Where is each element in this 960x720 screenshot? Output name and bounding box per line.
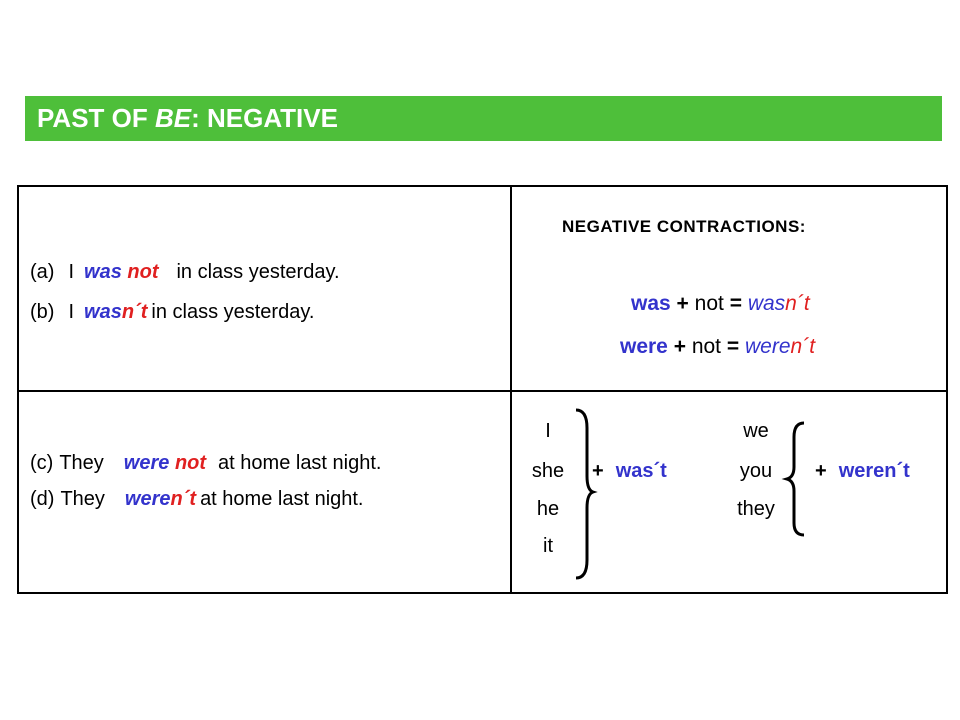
singular-form-group: + was´t	[592, 460, 667, 482]
title-prefix: PAST OF	[37, 103, 155, 133]
right-brace-icon	[786, 423, 806, 538]
title-suffix: : NEGATIVE	[191, 103, 338, 133]
pronoun-it: it	[543, 535, 553, 557]
pronoun-they: they	[737, 498, 775, 520]
example-d: (d) They weren´t at home last night.	[30, 488, 364, 510]
example-a: (a) I was not in class yesterday.	[30, 261, 340, 283]
pronoun-he: he	[536, 498, 560, 520]
pronoun-i: I	[545, 420, 551, 442]
example-b: (b) I wasn´t in class yesterday.	[30, 301, 315, 323]
contraction-was: was + not = wasn´t	[631, 292, 810, 315]
contractions-heading: NEGATIVE CONTRACTIONS:	[562, 217, 806, 236]
contraction-were: were + not = weren´t	[620, 335, 816, 358]
pronoun-we: we	[743, 420, 769, 442]
pronoun-you: you	[739, 460, 773, 482]
pronoun-she: she	[531, 460, 565, 482]
page-title	[37, 103, 338, 134]
left-brace-icon	[574, 410, 594, 580]
title-banner	[25, 96, 942, 141]
title-italic: BE	[154, 103, 192, 133]
example-c: (c) They were not at home last night.	[30, 452, 382, 474]
table-horizontal-divider	[17, 390, 948, 392]
plural-form-group: + weren´t	[815, 460, 910, 482]
